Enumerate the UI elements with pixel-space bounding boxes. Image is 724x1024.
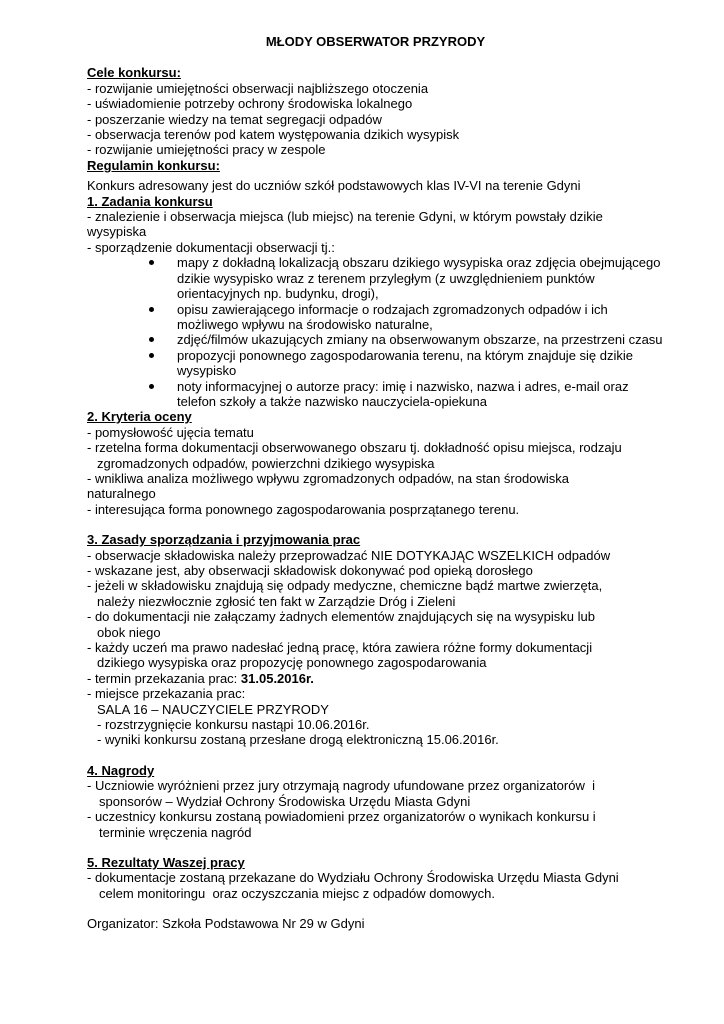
termin-date: 31.05.2016r. xyxy=(240,670,314,686)
cele-heading: Cele konkursu: xyxy=(87,65,181,81)
page-title: MŁODY OBSERWATOR PRZYRODY xyxy=(265,34,486,49)
rezultaty-line: celem monitoringu oraz oczyszczania miejsc z odpadów domowych. xyxy=(99,885,495,901)
bullet-text: propozycji ponownego zagospodarowania terenu, na którym znajduje się dzikie wysypisko xyxy=(177,347,633,379)
termin-label: - termin przekazania prac: xyxy=(87,670,241,686)
kryteria-line: - rzetelna forma dokumentacji obserwowanego obszaru tj. dokładność opisu miejsca, rodzaju xyxy=(87,440,622,456)
kryteria-line: - wnikliwa analiza możliwego wpływu zgromadzonych odpadów, na stan środowiska xyxy=(87,470,569,486)
bullet-text: opisu zawierającego informacje o rodzajach zgromadzonych odpadów i ich możliwego wpływu na środowisko naturalne, xyxy=(177,301,608,332)
zasady-line: dzikiego wysypiska oraz propozycję ponownego zagospodarowania xyxy=(97,655,487,671)
zasady-heading: 3. Zasady sporządzania i przyjmowania prac xyxy=(87,532,361,548)
zadania-bullet-list xyxy=(87,255,664,409)
zasady-line: należy niezwłocznie zgłosić ten fakt w Zarządzie Dróg i Zieleni xyxy=(97,593,456,609)
organizator: Organizator: Szkoła Podstawowa Nr 29 w Gdyni xyxy=(87,916,365,932)
zasady-line: - każdy uczeń ma prawo nadesłać jedną pracę, która zawiera różne formy dokumentacji xyxy=(87,640,593,656)
zasady-line: - miejsce przekazania prac: xyxy=(87,686,246,702)
kryteria-line: - pomysłowość ujęcia tematu xyxy=(87,424,254,440)
cele-item: - poszerzanie wiedzy na temat segregacji odpadów xyxy=(87,111,382,127)
nagrody-line: - uczestnicy konkursu zostaną powiadomieni przez organizatorów o wynikach konkursu i xyxy=(87,809,596,825)
bullet-text: noty informacyjnej o autorze pracy: imię i nazwisko, nazwa i adres, e-mail oraz telefon szkoły a także nazwisko nauczyciela-opiekuna xyxy=(177,378,629,409)
rezultaty-heading: 5. Rezultaty Waszej pracy xyxy=(87,854,245,870)
zadania-line: - sporządzenie dokumentacji obserwacji tj.: xyxy=(87,239,335,255)
nagrody-line: terminie wręczenia nagród xyxy=(99,824,252,840)
zasady-line: - rozstrzygnięcie konkursu nastąpi 10.06.2016r. xyxy=(97,717,370,733)
bullet-item xyxy=(149,302,664,333)
bullet-item xyxy=(149,348,664,379)
bullet-icon xyxy=(149,353,154,358)
cele-item: - rozwijanie umiejętności pracy w zespole xyxy=(87,142,326,158)
bullet-icon xyxy=(149,384,154,389)
kryteria-heading: 2. Kryteria oceny xyxy=(87,409,192,425)
nagrody-line: sponsorów – Wydział Ochrony Środowiska Urzędu Miasta Gdyni xyxy=(99,793,471,809)
bullet-item xyxy=(149,379,664,410)
rezultaty-line: - dokumentacje zostaną przekazane do Wydziału Ochrony Środowiska Urzędu Miasta Gdyni xyxy=(87,870,619,886)
cele-item: - rozwijanie umiejętności obserwacji najbliższego otoczenia xyxy=(87,80,429,96)
kryteria-line: naturalnego xyxy=(87,486,156,502)
cele-item: - uświadomienie potrzeby ochrony środowiska lokalnego xyxy=(87,96,413,112)
regulamin-intro: Konkurs adresowany jest do uczniów szkół podstawowych klas IV-VI na terenie Gdyni xyxy=(87,178,581,194)
nagrody-line: - Uczniowie wyróżnieni przez jury otrzymają nagrody ufundowane przez organizatorów i xyxy=(87,778,595,794)
zasady-line: - do dokumentacji nie załączamy żadnych elementów znajdujących się na wysypisku lub xyxy=(87,609,595,625)
zasady-line: - obserwacje składowiska należy przeprowadzać NIE DOTYKAJĄC WSZELKICH odpadów xyxy=(87,547,611,563)
bullet-item xyxy=(149,255,664,301)
zadania-heading: 1. Zadania konkursu xyxy=(87,193,213,209)
zasady-line: - wskazane jest, aby obserwacji składowisk dokonywać pod opieką dorosłego xyxy=(87,563,533,578)
zasady-line: obok niego xyxy=(97,624,161,640)
bullet-text: mapy z dokładną lokalizacją obszaru dzikiego wysypiska oraz zdjęcia obejmującego dzikie wysypisko wraz z terenem przyległym (z uwzględnieniem punktów orientacyjnych np. budynku, drogi), xyxy=(177,255,661,302)
kryteria-line: zgromadzonych odpadów, powierzchni dzikiego wysypiska xyxy=(97,455,435,471)
bullet-icon xyxy=(149,337,154,342)
regulamin-heading: Regulamin konkursu: xyxy=(87,157,220,173)
zadania-line: - znalezienie i obserwacja miejsca (lub miejsc) na terenie Gdyni, w którym powstały dzikie xyxy=(87,209,603,225)
termin-line xyxy=(87,671,664,686)
bullet-icon xyxy=(149,307,154,312)
kryteria-line: - interesująca forma ponownego zagospodarowania posprzątanego terenu. xyxy=(87,501,520,517)
nagrody-heading: 4. Nagrody xyxy=(87,762,155,778)
bullet-text: zdjęć/filmów ukazujących zmiany na obserwowanym obszarze, na przestrzeni czasu xyxy=(177,332,663,348)
zasady-line: SALA 16 – NAUCZYCIELE PRZYRODY xyxy=(97,701,329,717)
zasady-line: - wyniki konkursu zostaną przesłane drogą elektroniczną 15.06.2016r. xyxy=(97,732,499,748)
cele-item: - obserwacja terenów pod katem występowania dzikich wysypisk xyxy=(87,127,460,143)
zadania-line: wysypiska xyxy=(87,224,147,240)
bullet-item xyxy=(149,332,664,347)
bullet-icon xyxy=(149,260,154,265)
zasady-line: - jeżeli w składowisku znajdują się odpady medyczne, chemiczne bądź martwe zwierzęta, xyxy=(87,578,603,594)
